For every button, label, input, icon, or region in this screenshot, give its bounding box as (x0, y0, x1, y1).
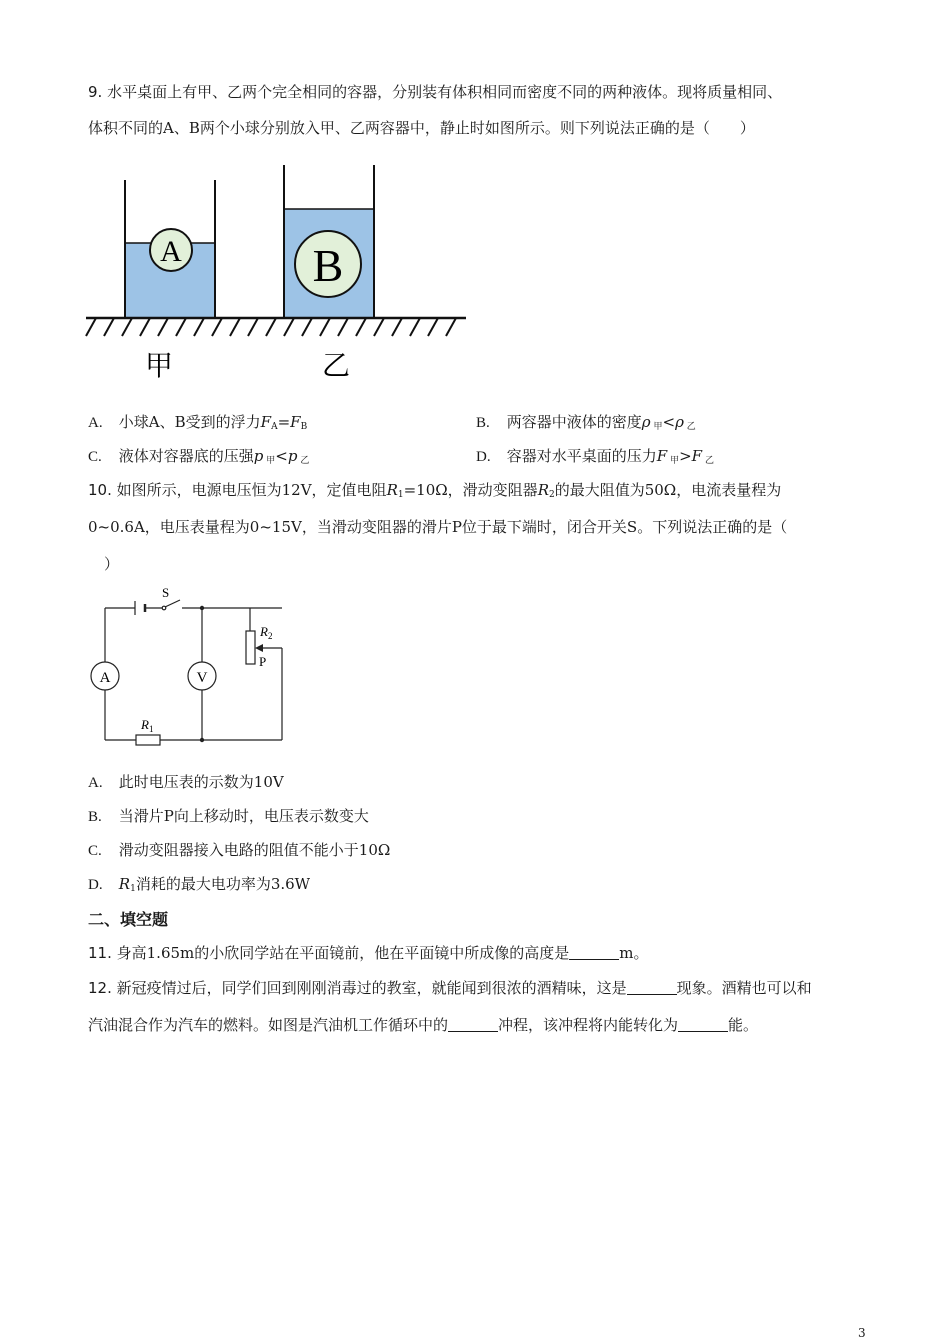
switch-label: S (162, 585, 170, 600)
table-hatching (86, 318, 456, 336)
q10-text-1: 如图所示，电源电压恒为12V，定值电阻 (116, 481, 387, 499)
q10-option-b-text: 当滑片P向上移动时，电压表示数变大 (118, 807, 369, 825)
q9-option-c[interactable]: C. 液体对容器底的压强p $_甲$<p $_乙$ (88, 447, 310, 466)
q12-line-1 (88, 978, 812, 998)
q10-text-1c: 的最大阻值为50Ω，电流表量程为 (554, 481, 782, 499)
q9-option-d-text: 容器对水平桌面的压力 (506, 447, 657, 465)
q9-option-b-label: B. (476, 415, 490, 431)
q11-blank[interactable] (569, 945, 619, 960)
q10-line-2 (88, 517, 787, 537)
q10-option-a-text: 此时电压表的示数为10V (118, 773, 284, 791)
q12-text-2b: 冲程，该冲程将内能转化为 (498, 1016, 679, 1034)
q11-text-before: 身高1.65m的小欣同学站在平面镜前，他在平面镜中所成像的高度是 (116, 944, 570, 962)
q12-blank-2[interactable] (448, 1017, 498, 1032)
q12-line-2 (88, 1015, 758, 1035)
q12-text-1a: 新冠疫情过后，同学们回到刚刚消毒过的教室，就能闻到很浓的酒精味，这是 (116, 979, 627, 997)
q10-option-c-text: 滑动变阻器接入电路的阻值不能小于10Ω (118, 841, 391, 859)
q9-line-2 (88, 118, 755, 138)
voltmeter-label: V (196, 670, 208, 686)
q9-text-1: 水平桌面上有甲、乙两个完全相同的容器，分别装有体积相同而密度不同的两种液体。现将质量相同、 (107, 83, 783, 101)
q9-option-c-text: 液体对容器底的压强 (118, 447, 254, 465)
page-number: 3 (858, 1326, 866, 1340)
r1-label: $R_1$ (141, 717, 154, 734)
q9-option-c-label: C. (88, 449, 102, 465)
q10-option-a-label: A. (88, 775, 103, 791)
q11-number: 11. (88, 944, 112, 962)
container-right-label: 乙 (321, 349, 351, 382)
q9-option-b[interactable]: B. 两容器中液体的密度ρ $_甲$<ρ $_乙$ (476, 413, 696, 432)
q10-text-1b: =10Ω，滑动变阻器 (403, 481, 538, 499)
q9-option-b-text: 两容器中液体的密度 (506, 413, 642, 431)
q11-text-after: m。 (619, 944, 649, 962)
ammeter-label: A (99, 670, 111, 686)
slider-arrow-icon (255, 644, 263, 652)
q12-number: 12. (88, 979, 112, 997)
q11-line (88, 943, 649, 963)
q9-line-1 (88, 82, 782, 102)
q10-option-d-text: 消耗的最大电功率为3.6W (135, 875, 311, 893)
q9-figure (86, 160, 476, 390)
q9-text-2: 体积不同的A、B两个小球分别放入甲、乙两容器中，静止时如图所示。则下列说法正确的是（ ） (88, 119, 755, 137)
q9-option-d[interactable]: D. 容器对水平桌面的压力F $_甲$>F $_乙$ (476, 447, 714, 466)
q10-option-c[interactable] (88, 840, 390, 861)
q9-option-a-text: 小球A、B受到的浮力 (118, 413, 261, 431)
q9-option-a-label: A. (88, 415, 103, 431)
r2-label: $R_2$ (260, 624, 273, 641)
q12-text-2a: 汽油混合作为汽车的燃料。如图是汽油机工作循环中的 (88, 1016, 449, 1034)
q12-blank-1[interactable] (627, 980, 677, 995)
slider-label: P (259, 654, 267, 669)
q10-option-b-label: B. (88, 809, 102, 825)
q10-option-b[interactable] (88, 806, 369, 827)
ball-b-label: B (312, 240, 344, 291)
q10-line-3 (104, 554, 119, 574)
q10-circuit (90, 585, 300, 748)
container-left-label: 甲 (144, 349, 174, 382)
resistor-r1-icon (136, 735, 160, 745)
q10-text-2: 0~0.6A，电压表量程为0~15V，当滑动变阻器的滑片P位于最下端时，闭合开关S。下列说法正确的是（ (88, 518, 788, 536)
q12-text-2c: 能。 (728, 1016, 759, 1034)
resistor-r2-icon (246, 631, 255, 664)
q10-text-3: ） (104, 555, 120, 573)
switch-icon (162, 600, 180, 610)
q10-option-c-label: C. (88, 843, 102, 859)
ball-a-label: A (160, 235, 182, 268)
q9-number: 9. (88, 83, 103, 101)
q12-text-1b: 现象。酒精也可以和 (676, 979, 812, 997)
q10-option-d-label: D. (88, 877, 103, 893)
section-title-fill-in: 二、填空题 (88, 910, 169, 929)
q9-option-a[interactable]: A. 小球A、B受到的浮力$F_A=F_B$ (88, 413, 308, 432)
q10-number: 10. (88, 481, 112, 499)
q9-option-d-label: D. (476, 449, 491, 465)
q10-line-1: 10. 如图所示，电源电压恒为12V，定值电阻$R_1=10\Omega$，滑动变阻器$R_2$的最大阻值为50Ω，电流表量程为 (88, 481, 782, 500)
q12-blank-3[interactable] (678, 1017, 728, 1032)
q10-option-d[interactable]: D. $R_1$消耗的最大电功率为3.6W (88, 875, 311, 894)
battery-icon (135, 601, 145, 615)
q10-option-a[interactable] (88, 772, 284, 793)
